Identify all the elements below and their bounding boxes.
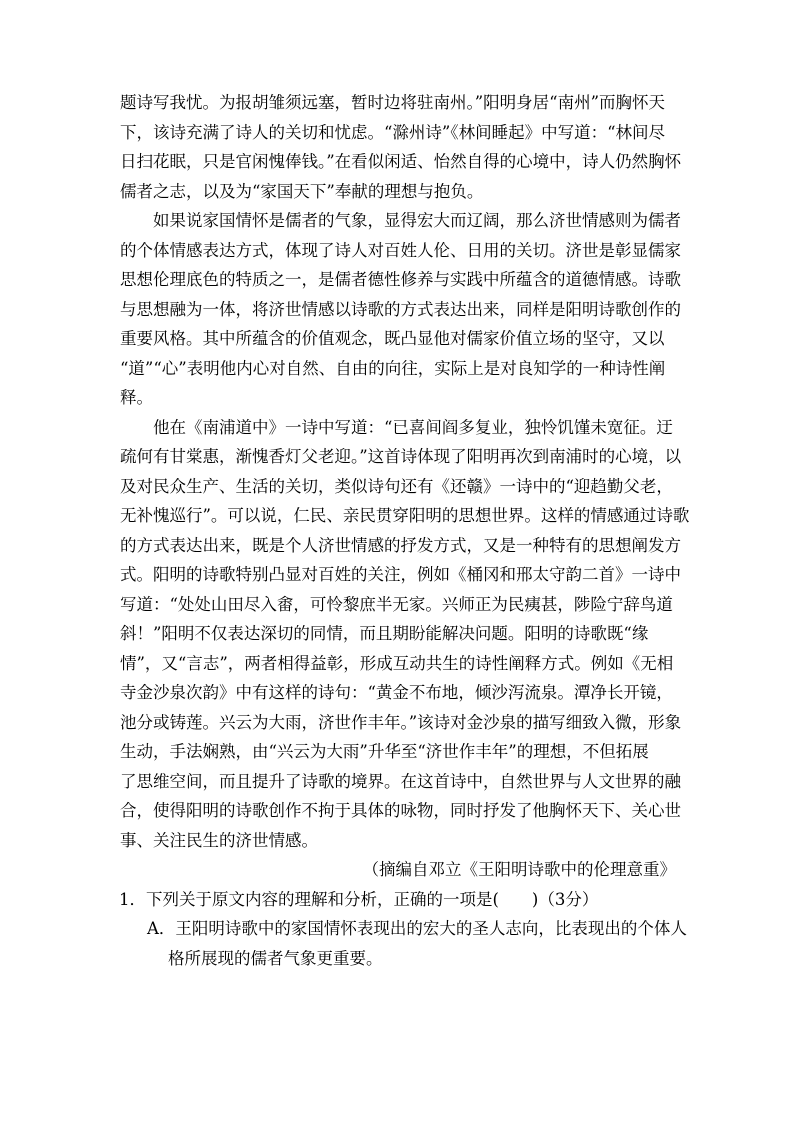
text-line: 题诗写我忧。为报胡雏须远塞，暂时边将驻南州。”阳明身居“南州”而胸怀天	[120, 93, 666, 112]
text-line: 寺金沙泉次韵》中有这样的诗句：“黄金不布地，倾沙泻流泉。潭净长开镜，	[120, 683, 673, 702]
text-line: 无补愧巡行”。可以说，仁民、亲民贯穿阳明的思想世界。这样的情感通过诗歌	[120, 506, 690, 525]
option-a	[120, 914, 687, 973]
paragraph-2	[120, 206, 681, 413]
text-line: 与思想融为一体，将济世情感以诗歌的方式表达出来，同样是阳明诗歌创作的	[120, 299, 681, 319]
text-line: 疏何有甘棠惠，渐愧香灯父老迎。”这首诗体现了阳明再次到南浦时的心境，以	[120, 447, 682, 466]
paragraph-1	[120, 88, 682, 206]
text-line: 事、关注民生的济世情感。	[120, 830, 318, 850]
text-line: 斜！”阳明不仅表达深切的同情，而且期盼能解决问题。阳明的诗歌既“缘	[120, 624, 649, 643]
text-line: 池分或铸莲。兴云为大雨，济世作丰年。”该诗对金沙泉的描写细致入微，形象	[120, 712, 682, 732]
text-line: 下，该诗充满了诗人的关切和忧虑。“滁州诗”《林间睡起》中写道：“林间尽	[120, 122, 666, 142]
document-page	[119, 88, 690, 973]
text-line: 式。阳明的诗歌特别凸显对百姓的关注，例如《桶冈和邢太守韵二首》一诗中	[120, 565, 681, 584]
text-line: 合，使得阳明的诗歌创作不拘于具体的咏物，同时抒发了他胸怀天下、关心世	[120, 801, 681, 820]
paragraph-3	[120, 413, 690, 856]
option-a-line: A．王阳明诗歌中的家国情怀表现出的宏大的圣人志向，比表现出的个体人	[147, 919, 687, 938]
option-a-line: 格所展现的儒者气象更重要。	[168, 948, 383, 968]
text-line: 儒者之志，以及为“家国天下”奉献的理想与抱负。	[120, 181, 484, 201]
text-line: 生动，手法娴熟，由“兴云为大雨”升华至“济世作丰年”的理想，不但拓展	[120, 742, 649, 761]
text-line: 情”，又“言志”，两者相得益彰，形成互动共生的诗性阐释方式。例如《无相	[120, 653, 674, 673]
text-line: 的方式表达出来，既是个人济世情感的抒发方式，又是一种特有的思想阐发方	[120, 535, 681, 555]
text-line: 了思维空间，而且提升了诗歌的境界。在这首诗中，自然世界与人文世界的融	[120, 771, 681, 791]
text-line: 重要风格。其中所蕴含的价值观念，既凸显他对儒家价值立场的坚守，又以	[120, 329, 665, 348]
text-line: 如果说家国情怀是儒者的气象，显得宏大而辽阔，那么济世情感则为儒者	[153, 211, 681, 230]
source-citation: （摘编自邓立《王阳明诗歌中的伦理意重》	[362, 860, 676, 879]
text-line: 的个体情感表达方式，体现了诗人对百姓人伦、日用的关切。济世是彰显儒家	[120, 240, 681, 260]
text-line: “道”“心”表明他内心对自然、自由的向往，实际上是对良知学的一种诗性阐	[120, 358, 666, 378]
text-line: 日扫花眠，只是官闲愧俸钱。”在看似闲适、怡然自得的心境中，诗人仍然胸怀	[120, 152, 682, 171]
text-line: 写道：“处处山田尽入畬，可怜黎庶半无家。兴师正为民痍甚，陟险宁辞鸟道	[120, 594, 673, 614]
text-line: 他在《南浦道中》一诗中写道：“已喜间阎多复业，独怜饥馑未宽征。迂	[153, 417, 673, 437]
text-line: 及对民众生产、生活的关切，类似诗句还有《还赣》一诗中的“迎趋勤父老，	[120, 476, 673, 496]
text-line: 释。	[120, 388, 153, 407]
question-1: 1．下列关于原文内容的理解和分析，正确的一项是( )（3分）	[119, 889, 599, 909]
text-line: 思想伦理底色的特质之一，是儒者德性修养与实践中所蕴含的道德情感。诗歌	[120, 270, 681, 289]
